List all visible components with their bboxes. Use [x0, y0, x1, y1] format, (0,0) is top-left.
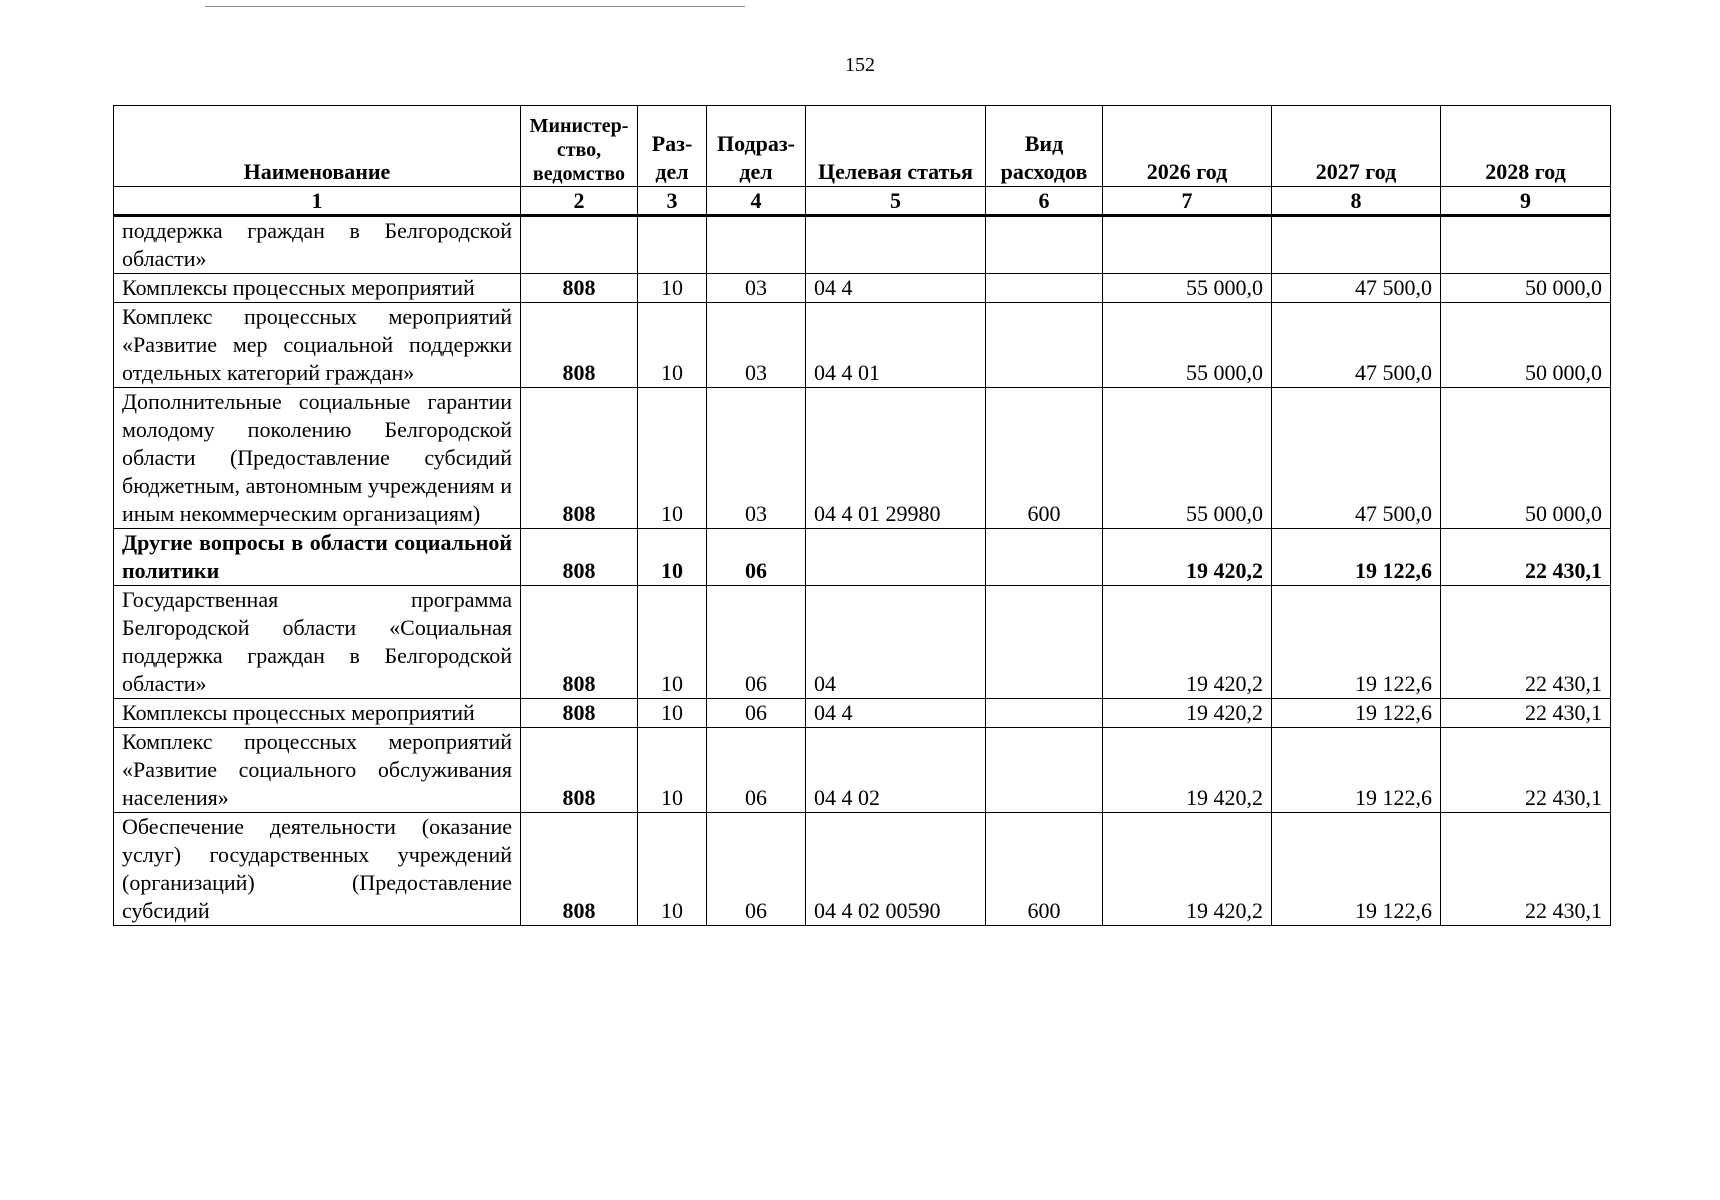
row-2026: 19 420,2 [1103, 813, 1272, 926]
row-subsection: 06 [707, 529, 806, 586]
row-2027: 19 122,6 [1272, 813, 1441, 926]
row-target: 04 4 [806, 699, 986, 728]
row-target: 04 4 01 29980 [806, 388, 986, 529]
table-row-subtotal [114, 529, 1611, 586]
row-2028: 22 430,1 [1441, 728, 1611, 813]
row-ministry: 808 [521, 529, 638, 586]
row-name: Дополнительные социальные гарантии молодому поколению Белгородской области (Предоставление субсидий бюджетным, автономным учреждениям и иным некоммерческим организациям) [114, 388, 521, 529]
row-name: Обеспечение деятельности (оказание услуг) государственных учреждений (организаций) (Предоставление субсидий [114, 813, 521, 926]
page-number: 152 [845, 54, 875, 76]
row-2027: 19 122,6 [1272, 529, 1441, 586]
row-subsection: 06 [707, 813, 806, 926]
header-row [114, 106, 1611, 187]
top-rule [205, 6, 745, 7]
row-subsection: 03 [707, 303, 806, 388]
row-2026: 19 420,2 [1103, 586, 1272, 699]
row-2027: 19 122,6 [1272, 728, 1441, 813]
table-body [114, 216, 1611, 926]
row-section: 10 [638, 274, 707, 303]
row-subsection: 03 [707, 388, 806, 529]
row-2028: 50 000,0 [1441, 303, 1611, 388]
row-section: 10 [638, 586, 707, 699]
row-section: 10 [638, 699, 707, 728]
row-expense-type [986, 303, 1103, 388]
row-2026: 19 420,2 [1103, 529, 1272, 586]
table-row [114, 699, 1611, 728]
col-number: 2 [521, 187, 638, 216]
row-2026 [1103, 216, 1272, 274]
row-target: 04 4 01 [806, 303, 986, 388]
row-ministry: 808 [521, 699, 638, 728]
row-expense-type [986, 529, 1103, 586]
row-expense-type: 600 [986, 388, 1103, 529]
col-number: 3 [638, 187, 707, 216]
col-header-expense-type: Вид расходов [986, 106, 1103, 187]
row-name: Государственная программа Белгородской области «Социальная поддержка граждан в Белгородской области» [114, 586, 521, 699]
row-name: Другие вопросы в области социальной политики [114, 529, 521, 586]
col-header-section: Раз-дел [638, 106, 707, 187]
table-row [114, 216, 1611, 274]
col-number: 8 [1272, 187, 1441, 216]
row-ministry: 808 [521, 728, 638, 813]
row-2027: 47 500,0 [1272, 303, 1441, 388]
table-row [114, 728, 1611, 813]
row-section: 10 [638, 813, 707, 926]
col-header-subsection: Подраз-дел [707, 106, 806, 187]
row-target [806, 216, 986, 274]
row-section: 10 [638, 303, 707, 388]
col-header-2028: 2028 год [1441, 106, 1611, 187]
row-subsection: 06 [707, 699, 806, 728]
row-ministry: 808 [521, 813, 638, 926]
table-row [114, 813, 1611, 926]
row-2028: 22 430,1 [1441, 699, 1611, 728]
row-expense-type [986, 728, 1103, 813]
column-number-row [114, 187, 1611, 216]
col-header-target: Целевая статья [806, 106, 986, 187]
col-number: 9 [1441, 187, 1611, 216]
row-2027: 47 500,0 [1272, 274, 1441, 303]
row-target: 04 4 [806, 274, 986, 303]
row-expense-type [986, 274, 1103, 303]
table-row [114, 303, 1611, 388]
col-number: 5 [806, 187, 986, 216]
row-2026: 55 000,0 [1103, 274, 1272, 303]
row-2027: 19 122,6 [1272, 699, 1441, 728]
row-2028: 22 430,1 [1441, 813, 1611, 926]
row-2027 [1272, 216, 1441, 274]
row-target: 04 4 02 [806, 728, 986, 813]
row-subsection: 06 [707, 586, 806, 699]
table-row [114, 274, 1611, 303]
row-expense-type [986, 216, 1103, 274]
row-2026: 55 000,0 [1103, 388, 1272, 529]
row-subsection: 03 [707, 274, 806, 303]
col-number: 4 [707, 187, 806, 216]
row-target: 04 [806, 586, 986, 699]
row-section [638, 216, 707, 274]
row-name: Комплексы процессных мероприятий [114, 274, 521, 303]
table-header [114, 106, 1611, 216]
row-target [806, 529, 986, 586]
table-row [114, 388, 1611, 529]
row-2026: 55 000,0 [1103, 303, 1272, 388]
row-name: Комплексы процессных мероприятий [114, 699, 521, 728]
row-2026: 19 420,2 [1103, 699, 1272, 728]
col-number: 1 [114, 187, 521, 216]
row-target: 04 4 02 00590 [806, 813, 986, 926]
row-expense-type [986, 586, 1103, 699]
row-ministry [521, 216, 638, 274]
col-number: 6 [986, 187, 1103, 216]
row-2028: 22 430,1 [1441, 586, 1611, 699]
row-ministry: 808 [521, 586, 638, 699]
row-2027: 47 500,0 [1272, 388, 1441, 529]
row-section: 10 [638, 529, 707, 586]
row-section: 10 [638, 388, 707, 529]
row-name: поддержка граждан в Белгородской области» [114, 216, 521, 274]
col-header-2026: 2026 год [1103, 106, 1272, 187]
table-row [114, 586, 1611, 699]
row-2028 [1441, 216, 1611, 274]
row-name: Комплекс процессных мероприятий «Развитие мер социальной поддержки отдельных категорий граждан» [114, 303, 521, 388]
row-subsection [707, 216, 806, 274]
row-2028: 50 000,0 [1441, 274, 1611, 303]
row-name: Комплекс процессных мероприятий «Развитие социального обслуживания населения» [114, 728, 521, 813]
row-expense-type [986, 699, 1103, 728]
col-header-name: Наименование [114, 106, 521, 187]
row-ministry: 808 [521, 303, 638, 388]
col-number: 7 [1103, 187, 1272, 216]
row-subsection: 06 [707, 728, 806, 813]
row-expense-type: 600 [986, 813, 1103, 926]
row-2028: 22 430,1 [1441, 529, 1611, 586]
row-2026: 19 420,2 [1103, 728, 1272, 813]
row-ministry: 808 [521, 388, 638, 529]
budget-table [113, 105, 1611, 926]
col-header-ministry: Министер-ство, ведомство [521, 106, 638, 187]
row-section: 10 [638, 728, 707, 813]
row-ministry: 808 [521, 274, 638, 303]
row-2028: 50 000,0 [1441, 388, 1611, 529]
row-2027: 19 122,6 [1272, 586, 1441, 699]
col-header-2027: 2027 год [1272, 106, 1441, 187]
